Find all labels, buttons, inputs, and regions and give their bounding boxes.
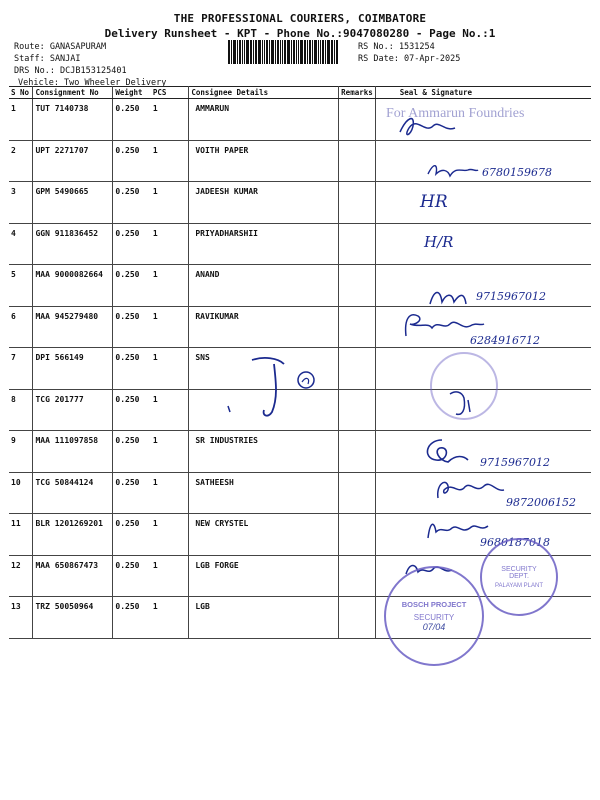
cell-pcs: 1: [151, 514, 189, 556]
cell-consignment: MAA 650867473: [33, 555, 113, 597]
company-title: THE PROFESSIONAL COURIERS, COIMBATORE: [173, 12, 427, 25]
cell-weight: 0.250: [113, 555, 151, 597]
cell-remarks: [339, 514, 376, 556]
cell-remarks: [339, 472, 376, 514]
drs-text: DRS No.: DCJB153125401: [14, 66, 127, 76]
signature-row5-phone: 9715967012: [476, 290, 546, 303]
cell-consignee: AMMARUN: [189, 99, 339, 141]
signature-row11-phone: 9680187018: [480, 536, 550, 549]
cell-consignee: RAVIKUMAR: [189, 306, 339, 348]
cell-weight: 0.250: [113, 348, 151, 390]
cell-weight: 0.250: [113, 306, 151, 348]
cell-pcs: 1: [151, 431, 189, 473]
cell-sno: 3: [9, 182, 33, 224]
meta-right: [358, 41, 460, 65]
cell-pcs: 1: [151, 265, 189, 307]
signature-row9: [418, 434, 488, 468]
cell-consignment: GGN 911836452: [33, 223, 113, 265]
cell-consignment: TUT 7140738: [33, 99, 113, 141]
cell-consignee: ANAND: [189, 265, 339, 307]
cell-remarks: [339, 182, 376, 224]
cell-signature: [375, 223, 591, 265]
cell-pcs: 1: [151, 140, 189, 182]
security-dept-stamp: [480, 538, 558, 616]
table-header-row: [9, 87, 591, 99]
cell-remarks: [339, 265, 376, 307]
cell-consignee: LGB FORGE: [189, 555, 339, 597]
cell-sno: 5: [9, 265, 33, 307]
stamp-palayam-text: PALAYAM PLANT: [494, 582, 543, 589]
cell-sno: 11: [9, 514, 33, 556]
signature-row1: [395, 112, 465, 144]
cell-consignee: VOITH PAPER: [189, 140, 339, 182]
barcode: [228, 40, 350, 64]
cell-pcs: 1: [151, 597, 189, 639]
cell-consignment: UPT 2271707: [33, 140, 113, 182]
cell-consignment: TCG 201777: [33, 389, 113, 431]
route-text: Route: GANASAPURAM: [14, 42, 107, 52]
cell-consignee: JADEESH KUMAR: [189, 182, 339, 224]
cell-sno: 12: [9, 555, 33, 597]
cell-sno: 8: [9, 389, 33, 431]
signature-row6-phone: 6284916712: [470, 334, 540, 347]
company-stamp-text: For Ammarun Foundries: [386, 106, 525, 121]
cell-pcs: 1: [151, 99, 189, 141]
signature-row3: HR: [420, 192, 448, 212]
cell-weight: 0.250: [113, 140, 151, 182]
rs-number: RS No.: 1531254: [358, 42, 435, 52]
signature-row4: H/R: [424, 233, 454, 251]
signature-row2: [424, 158, 480, 182]
cell-weight: 0.250: [113, 223, 151, 265]
cell-consignment: MAA 945279480: [33, 306, 113, 348]
cell-consignment: MAA 111097858: [33, 431, 113, 473]
cell-sno: 9: [9, 431, 33, 473]
col-weight-header: Weight: [113, 87, 151, 99]
runsheet-title: Delivery Runsheet - KPT - Phone No.:9047080280 - Page No.:1: [104, 27, 496, 40]
cell-remarks: [339, 555, 376, 597]
cell-consignee: NEW CRYSTEL: [189, 514, 339, 556]
cell-weight: 0.250: [113, 431, 151, 473]
cell-pcs: 1: [151, 472, 189, 514]
table-row: [9, 182, 591, 224]
cell-remarks: [339, 140, 376, 182]
stamp-date-text: 07/04: [422, 622, 446, 632]
cell-sno: 7: [9, 348, 33, 390]
cell-sno: 6: [9, 306, 33, 348]
cell-remarks: [339, 597, 376, 639]
rs-date: RS Date: 07-Apr-2025: [358, 54, 461, 64]
cell-pcs: 1: [151, 223, 189, 265]
signature-row10-phone: 9872006152: [506, 496, 576, 509]
col-remarks-header: Remarks: [339, 87, 376, 99]
col-pcs-header: PCS: [151, 87, 189, 99]
cell-weight: 0.250: [113, 182, 151, 224]
cell-consignment: TCG 50844124: [33, 472, 113, 514]
cell-sno: 2: [9, 140, 33, 182]
cell-consignee: LGB: [189, 597, 339, 639]
signature-row8: [444, 384, 484, 420]
stamp-bosch-text: BOSCH PROJECT: [401, 600, 467, 609]
cell-weight: 0.250: [113, 99, 151, 141]
cell-weight: 0.250: [113, 265, 151, 307]
cell-signature: [375, 182, 591, 224]
col-sno-header: S No: [9, 87, 33, 99]
bosch-project-stamp: [384, 566, 484, 666]
cell-consignee: PRIYADHARSHII: [189, 223, 339, 265]
cell-consignment: MAA 9000082664: [33, 265, 113, 307]
cell-remarks: [339, 348, 376, 390]
stamp-security-text: SECURITY: [413, 613, 455, 622]
cell-consignee: SNS: [189, 348, 339, 390]
signature-row2-phone: 6780159678: [482, 166, 552, 179]
cell-remarks: [339, 389, 376, 431]
staff-text: Staff: SANJAI: [14, 54, 81, 64]
cell-consignment: DPI 566149: [33, 348, 113, 390]
cell-weight: 0.250: [113, 597, 151, 639]
cell-weight: 0.250: [113, 389, 151, 431]
cell-consignee: SR INDUSTRIES: [189, 431, 339, 473]
meta-left: [14, 41, 166, 89]
stamp-security-dept-text: SECURITY DEPT.: [501, 565, 537, 580]
cell-sno: 13: [9, 597, 33, 639]
cell-pcs: 1: [151, 348, 189, 390]
vehicle-text: Vehicle: Two Wheeler Delivery: [18, 78, 167, 88]
cell-consignment: GPM 5490665: [33, 182, 113, 224]
signature-row5: [426, 284, 476, 310]
cell-remarks: [339, 306, 376, 348]
cell-remarks: [339, 99, 376, 141]
cell-sno: 10: [9, 472, 33, 514]
col-consignee-header: Consignee Details: [189, 87, 339, 99]
cell-remarks: [339, 431, 376, 473]
cell-consignee: SATHEESH: [189, 472, 339, 514]
cell-sno: 1: [9, 99, 33, 141]
cell-pcs: 1: [151, 555, 189, 597]
cell-pcs: 1: [151, 182, 189, 224]
signature-row9-phone: 9715967012: [480, 456, 550, 469]
cell-sno: 4: [9, 223, 33, 265]
cell-pcs: 1: [151, 306, 189, 348]
cell-pcs: 1: [151, 389, 189, 431]
col-consignment-header: Consignment No: [33, 87, 113, 99]
cell-remarks: [339, 223, 376, 265]
signature-row7-8: [222, 352, 332, 422]
cell-consignment: TRZ 50050964: [33, 597, 113, 639]
cell-weight: 0.250: [113, 472, 151, 514]
cell-consignment: BLR 1201269201: [33, 514, 113, 556]
cell-weight: 0.250: [113, 514, 151, 556]
col-signature-header: Seal & Signature: [375, 87, 591, 99]
table-row: [9, 223, 591, 265]
